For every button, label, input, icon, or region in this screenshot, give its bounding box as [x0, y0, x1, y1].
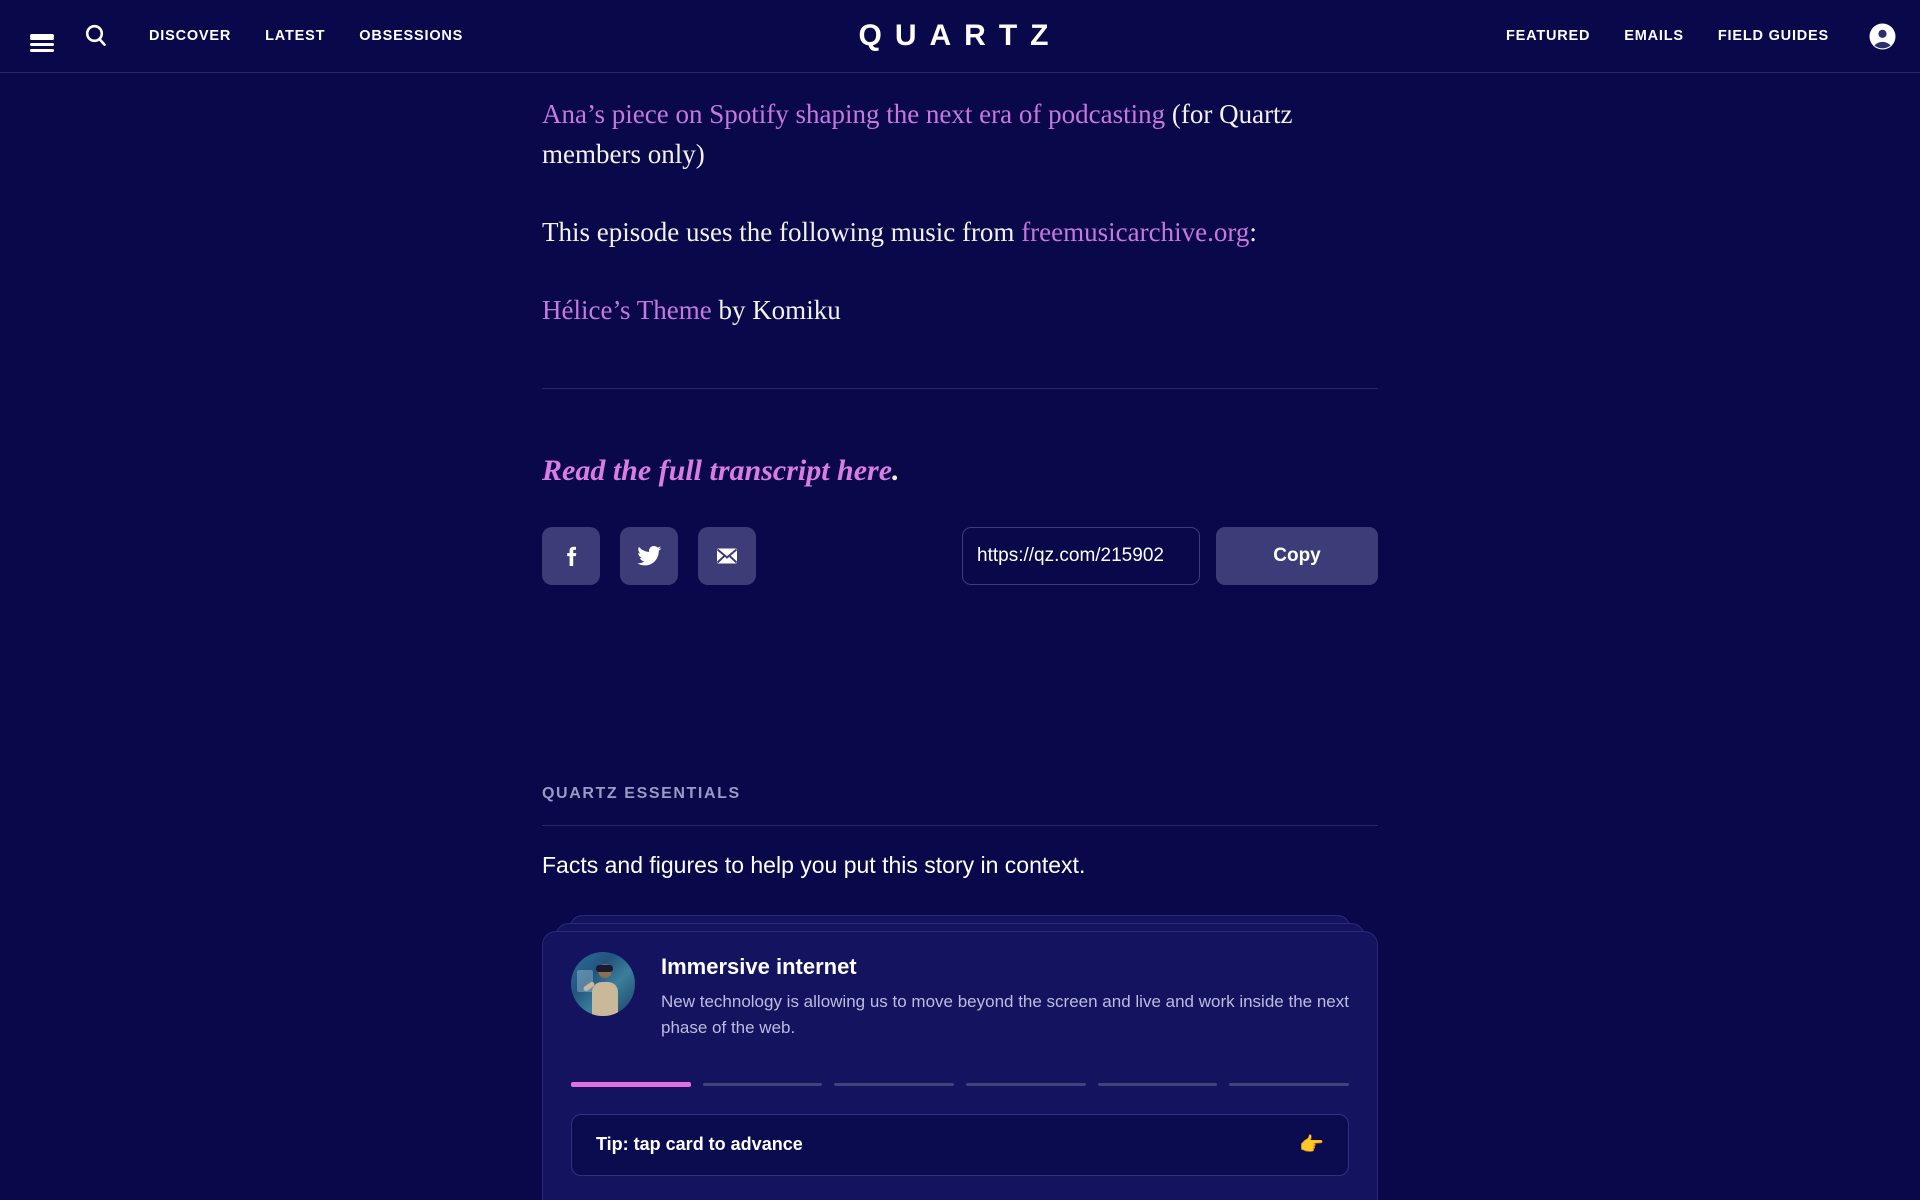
essentials-kicker: QUARTZ ESSENTIALS [542, 785, 741, 802]
progress-segment [1229, 1083, 1349, 1086]
link-freemusicarchive[interactable]: freemusicarchive.org [1021, 217, 1250, 247]
nav-emails[interactable]: EMAILS [1624, 28, 1684, 44]
card-description: New technology is allowing us to move beyond the screen and live and work inside the next phase of the web. [661, 992, 1349, 1038]
essentials-intro: Facts and figures to help you put this story in context. [542, 852, 1086, 878]
paragraph-members-note [542, 94, 1378, 174]
essentials-divider [542, 825, 1378, 826]
progress-segment [703, 1083, 823, 1086]
copy-url-button[interactable]: Copy [1216, 527, 1378, 585]
transcript-line [542, 449, 1378, 493]
paragraph-track-credit [542, 290, 1378, 330]
progress-segment [834, 1083, 954, 1086]
paragraph-text: members only) [542, 139, 705, 169]
progress-segment [1098, 1083, 1218, 1086]
tip-text: Tip: tap card to advance [596, 1134, 803, 1155]
link-spotify-podcasting-piece[interactable]: Ana’s piece on Spotify shaping the next era of podcasting [542, 99, 1166, 129]
section-divider [542, 388, 1378, 389]
facebook-icon [559, 544, 583, 568]
email-icon [714, 543, 740, 569]
progress-segment [966, 1083, 1086, 1086]
twitter-icon [636, 543, 662, 569]
progress-bar [571, 1082, 1349, 1087]
account-icon[interactable] [1862, 16, 1902, 56]
link-full-transcript[interactable]: Read the full transcript here [542, 454, 893, 487]
essentials-card[interactable] [542, 931, 1378, 1200]
twitter-share-button[interactable] [620, 527, 678, 585]
nav-featured[interactable]: FEATURED [1506, 28, 1591, 44]
pointing-hand-emoji: 👉 [1299, 1134, 1324, 1157]
paragraph-text: by Komiku [711, 295, 841, 325]
paragraph-text: : [1249, 217, 1257, 247]
progress-segment [571, 1082, 691, 1087]
top-nav-bar [0, 0, 1920, 73]
email-share-button[interactable] [698, 527, 756, 585]
nav-discover[interactable]: DISCOVER [149, 28, 232, 44]
card-title: Immersive internet [661, 954, 857, 979]
menu-icon[interactable] [22, 16, 62, 56]
quartz-logo[interactable]: QUARTZ [858, 19, 1062, 52]
paragraph-text: (for Quartz [1165, 99, 1293, 129]
transcript-period: . [892, 454, 900, 487]
card-topic-image [571, 952, 635, 1016]
nav-obsessions[interactable]: OBSESSIONS [359, 28, 464, 44]
facebook-share-button[interactable] [542, 527, 600, 585]
tip-bar[interactable] [571, 1114, 1349, 1176]
link-helices-theme[interactable]: Hélice’s Theme [542, 295, 712, 325]
paragraph-text: This episode uses the following music from [542, 217, 1022, 247]
share-url-input[interactable] [962, 527, 1200, 585]
paragraph-music-credit [542, 212, 1378, 252]
search-icon[interactable] [76, 16, 116, 56]
essentials-card-stack [542, 931, 1378, 1200]
article-body [542, 94, 1378, 1200]
nav-field-guides[interactable]: FIELD GUIDES [1717, 28, 1829, 44]
nav-latest[interactable]: LATEST [265, 28, 326, 44]
share-row [542, 527, 1378, 585]
